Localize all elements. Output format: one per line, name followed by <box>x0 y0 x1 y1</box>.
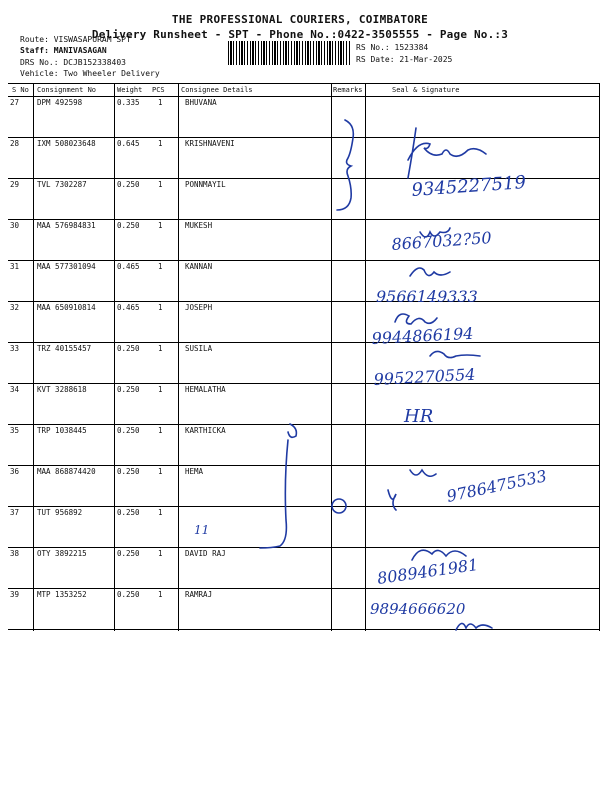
cell-weight: 0.465 <box>117 303 140 312</box>
cell-weight: 0.250 <box>117 180 140 189</box>
col-remarks: Remarks <box>333 86 363 94</box>
cell-weight: 0.250 <box>117 508 140 517</box>
cell-sno: 33 <box>10 344 20 353</box>
staff-text: Staff: MANIVASAGAN <box>20 46 107 55</box>
signature-susila <box>430 351 480 357</box>
cell-consignee: RAMRAJ <box>185 590 213 599</box>
cell-consignee: KRISHNAVENI <box>185 139 235 148</box>
route-text: Route: VISWASAPURAM SPT <box>20 35 131 44</box>
cell-consignment: MTP 1353252 <box>37 590 87 599</box>
runsheet-subtitle: Delivery Runsheet - SPT - Phone No.:0422-3505555 - Page No.:3 <box>91 28 509 41</box>
cell-pcs: 1 <box>158 508 163 517</box>
cell-weight: 0.250 <box>117 221 140 230</box>
cell-consignment: MAA 577301094 <box>37 262 96 271</box>
cell-sno: 31 <box>10 262 20 271</box>
cell-consignee: SUSILA <box>185 344 213 353</box>
cell-pcs: 1 <box>158 180 163 189</box>
phone-row-28: 9345227519 <box>410 172 527 201</box>
phone-row-32: 9944866194 <box>371 323 474 348</box>
col-weight: Weight <box>117 86 143 94</box>
cell-weight: 0.250 <box>117 590 140 599</box>
phone-row-36: 9786475533 <box>444 466 549 506</box>
cell-weight: 0.250 <box>117 549 140 558</box>
signature-joseph <box>395 314 437 324</box>
cell-consignment: OTY 3892215 <box>37 549 87 558</box>
cell-pcs: 1 <box>158 590 163 599</box>
cell-pcs: 1 <box>158 262 163 271</box>
drs-number: DRS No.: DCJB152338403 <box>20 58 126 67</box>
mark-35 <box>288 424 296 437</box>
cell-sno: 30 <box>10 221 20 230</box>
cell-consignment: TVL 7302287 <box>37 180 87 189</box>
vehicle-text: Vehicle: Two Wheeler Delivery <box>20 69 160 78</box>
cell-pcs: 1 <box>158 221 163 230</box>
signature-kannan <box>410 268 450 276</box>
cell-weight: 0.250 <box>117 385 140 394</box>
cell-consignee: KARTHICKA <box>185 426 226 435</box>
bracket-35-37 <box>260 440 288 548</box>
cell-consignment: MAA 650910814 <box>37 303 96 312</box>
phone-row-30: 8667032?50 <box>390 228 493 254</box>
rs-number: RS No.: 1523384 <box>356 43 429 52</box>
signature-krishna <box>408 128 486 178</box>
phone-row-31: 9566149333 <box>376 287 478 306</box>
cell-sno: 27 <box>10 98 20 107</box>
cell-consignee: KANNAN <box>185 262 213 271</box>
cell-pcs: 1 <box>158 549 163 558</box>
cell-sno: 35 <box>10 426 20 435</box>
signature-ramraj <box>456 623 492 630</box>
cell-consignee: DAVID RAJ <box>185 549 226 558</box>
rs-date: RS Date: 21-Mar-2025 <box>356 55 453 64</box>
mark-row-34: HR <box>404 406 434 427</box>
signature-hema <box>388 470 436 510</box>
cell-consignee: PONNMAYIL <box>185 180 226 189</box>
cell-consignment: TUT 956892 <box>37 508 83 517</box>
col-consignment: Consignment No <box>37 86 97 94</box>
cell-consignee: BHUVANA <box>185 98 217 107</box>
mark-row-37: 11 <box>194 523 210 537</box>
cell-sno: 37 <box>10 508 20 517</box>
cell-sno: 32 <box>10 303 20 312</box>
cell-sno: 38 <box>10 549 20 558</box>
cell-consignee: MUKESH <box>185 221 213 230</box>
cell-consignment: TRP 1038445 <box>37 426 87 435</box>
cell-consignment: MAA 576984831 <box>37 221 96 230</box>
cell-consignee: HEMA <box>185 467 204 476</box>
cell-consignment: MAA 868874420 <box>37 467 96 476</box>
cell-consignment: DPM 492598 <box>37 98 83 107</box>
cell-pcs: 1 <box>158 385 163 394</box>
cell-weight: 0.250 <box>117 467 140 476</box>
cell-weight: 0.465 <box>117 262 140 271</box>
cell-weight: 0.250 <box>117 426 140 435</box>
cell-pcs: 1 <box>158 426 163 435</box>
phone-row-39: 9894666620 <box>370 600 466 618</box>
cell-weight: 0.250 <box>117 344 140 353</box>
cell-consignee: JOSEPH <box>185 303 213 312</box>
cell-consignment: IXM 508023648 <box>37 139 96 148</box>
remarks-circle <box>332 499 346 513</box>
cell-pcs: 1 <box>158 139 163 148</box>
phone-row-38: 8089461981 <box>375 554 480 588</box>
cell-sno: 36 <box>10 467 20 476</box>
phone-row-33: 9952270554 <box>373 364 476 389</box>
col-pcs: PCS <box>152 86 165 94</box>
company-title: THE PROFESSIONAL COURIERS, COIMBATORE <box>171 13 429 26</box>
cell-sno: 34 <box>10 385 20 394</box>
col-sno: S No <box>12 86 29 94</box>
cell-sno: 39 <box>10 590 20 599</box>
cell-weight: 0.335 <box>117 98 140 107</box>
cell-sno: 28 <box>10 139 20 148</box>
cell-sno: 29 <box>10 180 20 189</box>
cell-weight: 0.645 <box>117 139 140 148</box>
cell-pcs: 1 <box>158 344 163 353</box>
cell-consignment: TRZ 40155457 <box>37 344 92 353</box>
col-consignee: Consignee Details <box>181 86 253 94</box>
cell-pcs: 1 <box>158 467 163 476</box>
col-signature: Seal & Signature <box>392 86 460 94</box>
cell-pcs: 1 <box>158 98 163 107</box>
cell-consignment: KVT 3288618 <box>37 385 87 394</box>
cell-consignee: HEMALATHA <box>185 385 226 394</box>
remarks-brace <box>337 120 353 210</box>
cell-pcs: 1 <box>158 303 163 312</box>
